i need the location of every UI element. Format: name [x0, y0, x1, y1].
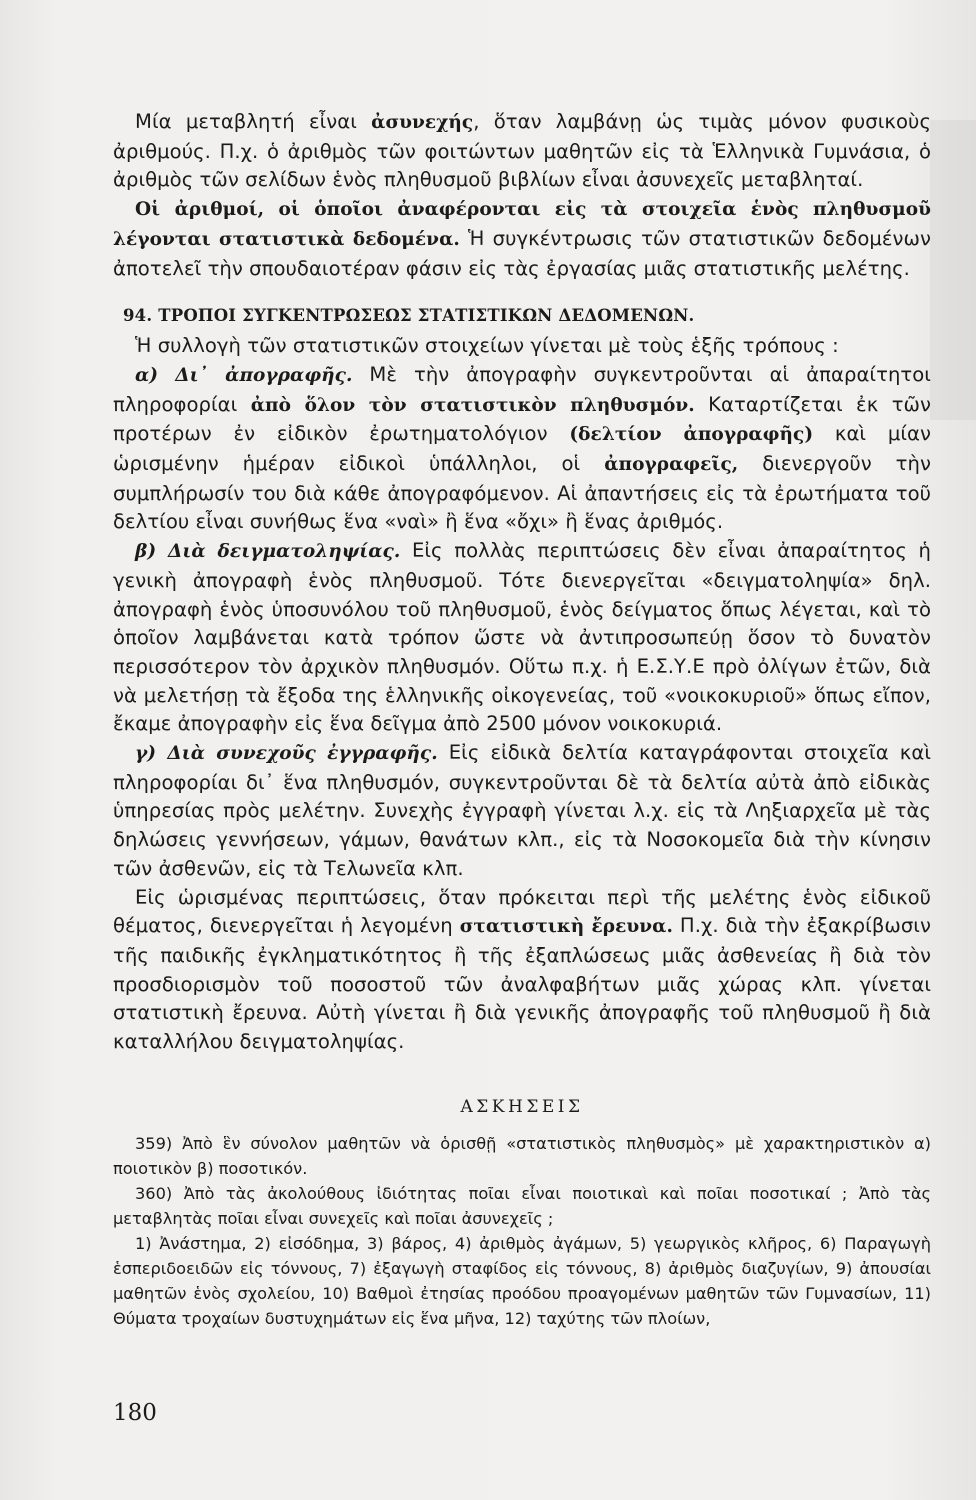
text-span: Εἰς ὡρισμένας περιπτώσεις, ὅταν πρόκειται περὶ τῆς μελέτης ἑνὸς εἰδικοῦ θέματος, διενεργεῖται ἡ λεγομένη	[113, 885, 931, 938]
paragraph-discrete-variable	[113, 108, 931, 195]
paragraph-census	[113, 361, 931, 537]
method-title-sampling: β) Διὰ δειγματοληψίας.	[135, 541, 401, 563]
paragraph-statistical-data	[113, 195, 931, 283]
method-title-registration: γ) Διὰ συνεχοῦς ἐγγραφῆς.	[135, 743, 438, 765]
text-span: διενεργοῦν τὴν συμπλήρωσίν του διὰ κάθε ἀπογραφόμενον. Αἱ ἀπαντήσεις εἰς τὰ ἐρωτήματα τοῦ δελτίου εἶναι συνήθως ἕνα «ναὶ» ἢ ἕνα «ὄχι» ἢ ἕνας ἀριθμός.	[113, 452, 931, 534]
exercise-360: 360) Ἀπὸ τὰς ἀκολούθους ἰδιότητας ποῖαι εἶναι ποιοτικαὶ καὶ ποῖαι ποσοτικαί ; Ἀπὸ τὰς μεταβλητὰς ποῖαι εἶναι συνεχεῖς καὶ ποῖαι ἀσυνεχεῖς ;	[113, 1183, 931, 1228]
bold-term: ἀσυνεχής	[371, 112, 474, 133]
paragraph-sampling	[113, 537, 931, 739]
page-number: 180	[113, 1400, 157, 1426]
main-text	[113, 108, 931, 1331]
text-span: καὶ μίαν ὡρισμένην ἡμέραν εἰδικοὶ ὑπάλληλοι, οἱ	[113, 422, 931, 476]
text-span: Μία μεταβλητή εἶναι	[135, 110, 372, 133]
bold-term: (δελτίον ἀπογραφῆς)	[569, 424, 814, 446]
bold-term: ἀπὸ ὅλον τὸν στατιστικὸν πληθυσμόν.	[250, 394, 695, 416]
exercise-359: 359) Ἀπὸ ἓν σύνολον μαθητῶν νὰ ὁρισθῇ «στατιστικὸς πληθυσμὸς» μὲ χαρακτηριστικὸν α) ποιοτικὸν β) ποσοτικόν.	[113, 1133, 931, 1178]
text-span: Μὲ τὴν ἀπογραφὴν συγκεντροῦνται αἱ ἀπαραίτητοι πληροφορίαι	[113, 362, 931, 416]
text-span: Καταρτίζεται ἐκ τῶν προτέρων ἐν εἰδικὸν ἐρωτηματολόγιον	[113, 392, 932, 446]
paragraph-continuous-registration	[113, 739, 931, 884]
bold-term: ἀπογραφεῖς,	[604, 454, 739, 476]
text-span: Π.χ. διὰ τὴν ἐξακρίβωσιν τῆς παιδικῆς ἐγκληματικότητος ἢ τῆς ἐξαπλώσεως μιᾶς ἀσθενείας ἢ διὰ τὸν προσδιορισμὸν τοῦ ποσοστοῦ τῶν ἀναλφαβήτων μιᾶς χώρας κλπ. γίνεται στατιστικὴ ἔρευνα. Αὐτὴ γίνεται ἢ διὰ γενικῆς ἀπογραφῆς τοῦ πληθυσμοῦ ἢ διὰ καταλλήλου δειγματοληψίας.	[113, 914, 931, 1054]
text-span: Ἡ συγκέντρωσις τῶν στατιστικῶν δεδομένων ἀποτελεῖ τὴν σπουδαιοτέραν φάσιν εἰς τὰς ἐργασίας μιᾶς στατιστικῆς μελέτης.	[113, 226, 931, 280]
exercise-360-list: 1) Ἀνάστημα, 2) εἰσόδημα, 3) βάρος, 4) ἀριθμὸς ἀγάμων, 5) γεωργικὸς κλῆρος, 6) Παραγωγὴ ἑσπεριδοειδῶν εἰς τόννους, 7) ἐξαγωγὴ σταφίδος εἰς τόννους, 8) ἀριθμὸς διαζυγίων, 9) ἀπουσίαι μαθητῶν ἑνὸς σχολείου, 10) Βαθμοὶ ἐτησίας προόδου προαγομένων μαθητῶν τῶν Γυμνασίων, 11) Θύματα τροχαίων δυστυχημάτων εἰς ἕνα μῆνα, 12) ταχύτης τῶν πλοίων,	[113, 1233, 931, 1328]
text-span: , ὅταν λαμβάνῃ ὡς τιμὰς μόνον φυσικοὺς ἀριθμούς. Π.χ. ὁ ἀριθμὸς τῶν φοιτώντων μαθητῶν εἰς τὰ Ἑλληνικὰ Γυμνάσια, ὁ ἀριθμὸς τῶν σελίδων ἑνὸς πληθυσμοῦ βιβλίων εἶναι ἀσυνεχεῖς μεταβληταί.	[113, 110, 931, 192]
page-edge-shadow	[930, 120, 976, 420]
section-heading: 94. ΤΡΟΠΟΙ ΣΥΓΚΕΝΤΡΩΣΕΩΣ ΣΤΑΤΙΣΤΙΚΩΝ ΔΕΔΟΜΕΝΩΝ.	[123, 306, 695, 326]
exercises-heading: ΑΣΚΗΣΕΙΣ	[460, 1096, 584, 1117]
method-title-census: α) Δι᾽ ἀπογραφῆς.	[135, 364, 353, 386]
bold-definition: Οἱ ἀριθμοί, οἱ ὁποῖοι ἀναφέρονται εἰς τὰ στοιχεῖα ἑνὸς πληθυσμοῦ λέγονται στατιστικὰ δεδομένα.	[113, 199, 931, 250]
paragraph-collection-methods: Ἡ συλλογὴ τῶν στατιστικῶν στοιχείων γίνεται μὲ τοὺς ἑξῆς τρόπους :	[135, 334, 839, 358]
bold-term: στατιστικὴ ἔρευνα.	[459, 916, 673, 938]
text-span: Εἰς πολλὰς περιπτώσεις δὲν εἶναι ἀπαραίτητος ἡ γενικὴ ἀπογραφὴ ἑνὸς πληθυσμοῦ. Τότε διενεργεῖται «δειγματοληψία» δηλ. ἀπογραφὴ ἑνὸς ὑποσυνόλου τοῦ πληθυσμοῦ, ἑνὸς δείγματος ὅπως λέγεται, καὶ τὸ ὁποῖον λαμβάνεται κατὰ τρόπον ὥστε νὰ ἀντιπροσωπεύῃ ὅσον τὸ δυνατὸν περισσότερον τὸν ἀρχικὸν πληθυσμόν. Οὕτω π.χ. ἡ Ε.Σ.Υ.Ε πρὸ ὀλίγων ἐτῶν, διὰ νὰ μελετήσῃ τὰ ἔξοδα της ἑλληνικῆς οἰκογενείας, τοῦ «νοικοκυριοῦ» ὅπως εἴπον, ἔκαμε ἀπογραφὴν εἰς ἕνα δεῖγμα ἀπὸ 2500 μόνον νοικοκυριά.	[113, 539, 931, 736]
text-span: Εἰς εἰδικὰ δελτία καταγράφονται στοιχεῖα καὶ πληροφορίαι δι᾽ ἕνα πληθυσμόν, συγκεντροῦνται δὲ τὰ δελτία αὐτὰ ἀπὸ εἰδικὰς ὑπηρεσίας πρὸς μελέτην. Συνεχὴς ἐγγραφὴ γίνεται λ.χ. εἰς τὰ Ληξιαρχεῖα μὲ τὰς δηλώσεις γεννήσεων, γάμων, θανάτων κλπ., εἰς τὰ Νοσοκομεῖα διὰ τὴν κίνησιν τῶν ἀσθενῶν, εἰς τὰ Τελωνεῖα κλπ.	[113, 741, 931, 880]
paragraph-statistical-survey	[113, 884, 931, 1057]
